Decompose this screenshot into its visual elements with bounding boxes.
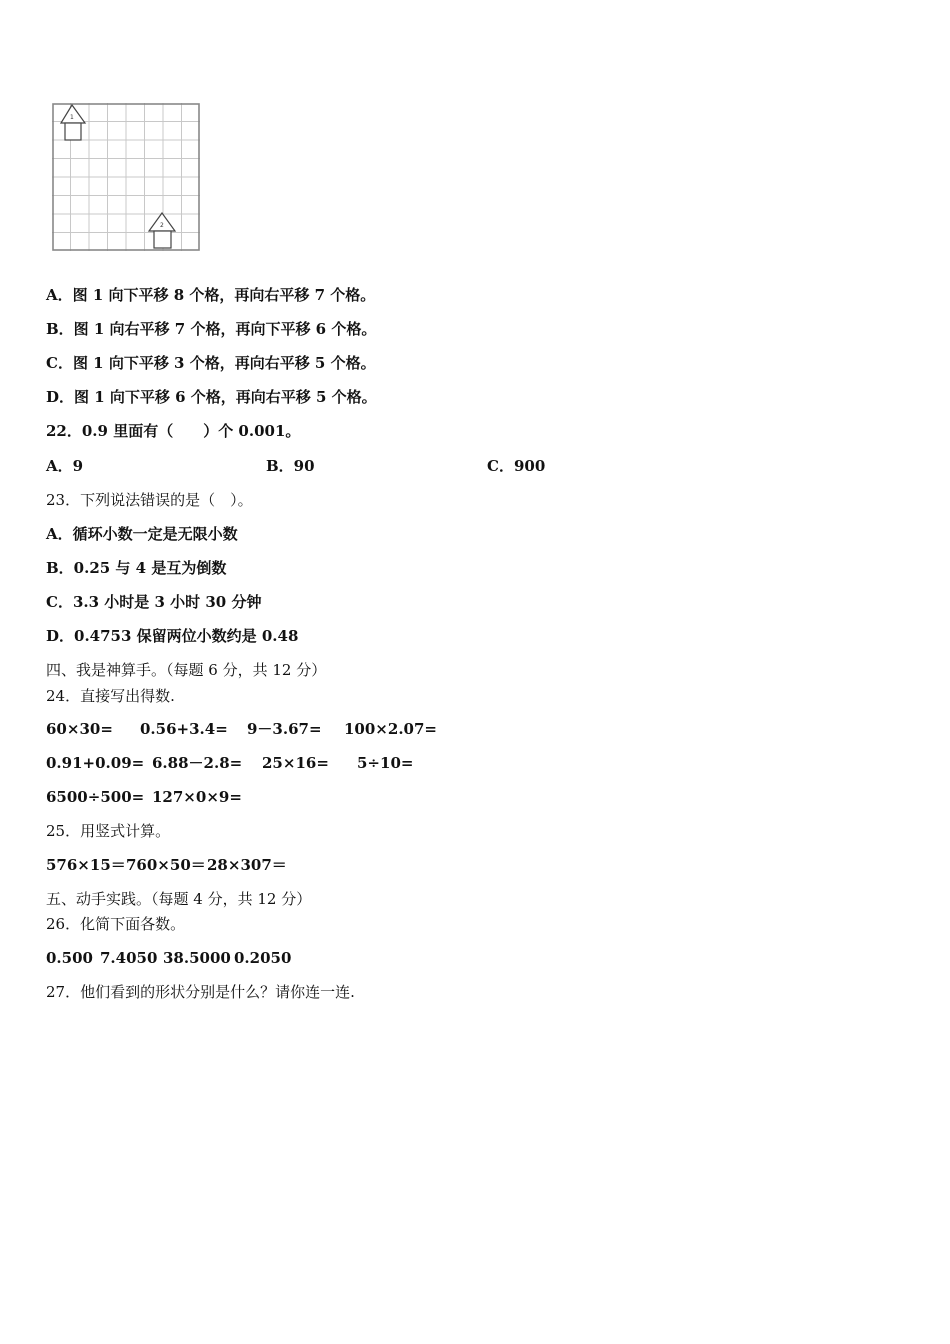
house-shape-1 — [61, 105, 85, 140]
q21-option-d: D．图 1 向下平移 6 个格，再向右平移 5 个格。 — [46, 388, 377, 406]
q26-item: 0.500 — [46, 949, 93, 967]
q26-item: 7.4050 — [100, 949, 158, 967]
translation-grid-figure — [52, 103, 200, 251]
house-shape-2 — [149, 213, 175, 248]
q25-stem: 25．用竖式计算。 — [46, 822, 171, 840]
q26-item: 0.2050 — [234, 949, 292, 967]
q25-item: 576×15＝ — [46, 856, 126, 874]
q22-option-b: B．90 — [266, 457, 315, 475]
q23-option-d: D．0.4753 保留两位小数约是 0.48 — [46, 627, 299, 645]
section-5-title: 五、动手实践。（每题 4 分，共 12 分） — [46, 890, 312, 908]
q24-item: 25×16= — [262, 754, 329, 772]
q23-option-b: B．0.25 与 4 是互为倒数 — [46, 559, 227, 577]
q24-item: 127×0×9= — [152, 788, 242, 806]
q27-stem: 27．他们看到的形状分别是什么？请你连一连. — [46, 983, 355, 1001]
q24-item: 6500÷500= — [46, 788, 145, 806]
q23-stem: 23．下列说法错误的是（ ）。 — [46, 491, 253, 509]
q22-option-c: C．900 — [487, 457, 546, 475]
q24-item: 6.88－2.8= — [152, 754, 243, 772]
q25-item: 28×307＝ — [207, 856, 287, 874]
q24-item: 60×30= — [46, 720, 113, 738]
q21-option-a: A．图 1 向下平移 8 个格，再向右平移 7 个格。 — [46, 286, 376, 304]
section-4-title: 四、我是神算手。（每题 6 分，共 12 分） — [46, 661, 327, 679]
q24-item: 0.91+0.09= — [46, 754, 145, 772]
q24-item: 9－3.67= — [247, 720, 322, 738]
q24-item: 100×2.07= — [344, 720, 437, 738]
q26-item: 38.5000 — [163, 949, 231, 967]
q23-option-a: A．循环小数一定是无限小数 — [46, 525, 238, 543]
q21-option-b: B．图 1 向右平移 7 个格，再向下平移 6 个格。 — [46, 320, 377, 338]
house-label-1: 1 — [70, 114, 74, 121]
q26-stem: 26．化简下面各数。 — [46, 915, 186, 933]
q24-item: 0.56+3.4= — [140, 720, 228, 738]
house-label-2: 2 — [160, 222, 164, 229]
q22-option-a: A．9 — [46, 457, 84, 475]
q21-option-c: C．图 1 向下平移 3 个格，再向右平移 5 个格。 — [46, 354, 376, 372]
q25-item: 760×50＝ — [126, 856, 206, 874]
q24-item: 5÷10= — [357, 754, 414, 772]
q24-stem: 24．直接写出得数. — [46, 687, 175, 705]
q22-stem: 22．0.9 里面有（ ）个 0.001。 — [46, 422, 301, 440]
q23-option-c: C．3.3 小时是 3 小时 30 分钟 — [46, 593, 262, 611]
